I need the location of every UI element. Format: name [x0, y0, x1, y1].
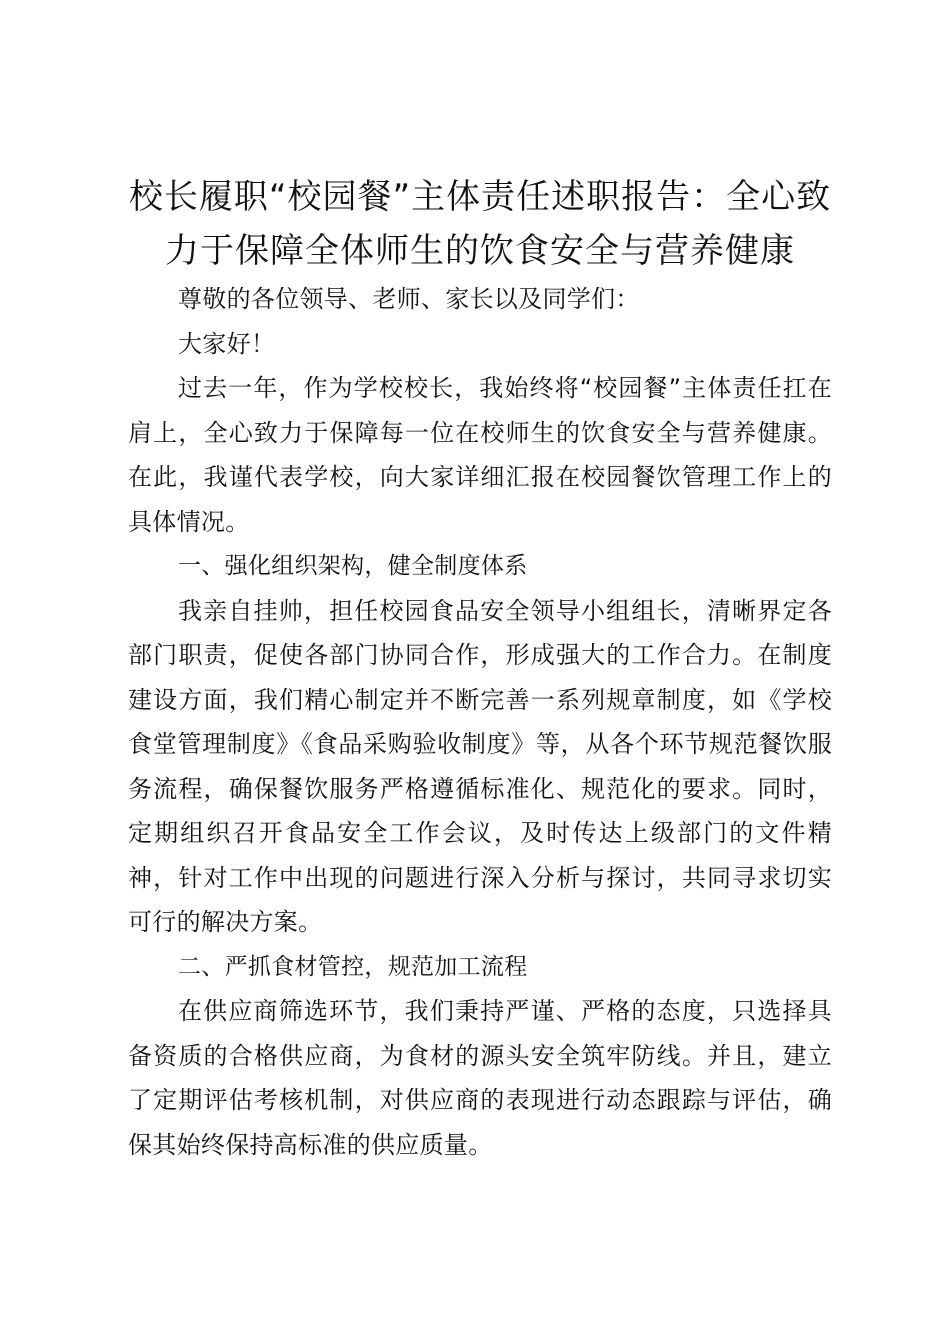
- salutation: 尊敬的各位领导、老师、家长以及同学们：: [178, 285, 640, 313]
- section-1-paragraph: 我亲自挂帅，担任校园食品安全领导小组组长，清晰界定各部门职责，促使各部门协同合作，形成强大的工作合力。在制度建设方面，我们精心制定并不断完善一系列规章制度，如《学校食堂管理制度》《食品采购验收制度》等，从各个环节规范餐饮服务流程，确保餐饮服务严格遵循标准化、规范化的要求。同时，定期组织召开食品安全工作会议，及时传达上级部门的文件精神，针对工作中出现的问题进行深入分析与探讨，共同寻求切实可行的解决方案。: [128, 596, 832, 936]
- section-2-heading: 二、严抓食材管控，规范加工流程: [178, 953, 528, 980]
- document-body: [128, 277, 832, 1167]
- document-title: 校长履职“校园餐”主体责任述职报告：全心致力于保障全体师生的饮食安全与营养健康: [128, 177, 832, 271]
- section-1-heading: 一、强化组织架构，健全制度体系: [178, 553, 528, 579]
- intro-paragraph: 过去一年，作为学校校长，我始终将“校园餐”主体责任扛在肩上，全心致力于保障每一位在校师生的饮食安全与营养健康。在此，我谨代表学校，向大家详细汇报在校园餐饮管理工作上的具体情况。: [128, 374, 832, 536]
- greeting: 大家好！: [178, 329, 276, 358]
- section-2-paragraph: 在供应商筛选环节，我们秉持严谨、严格的态度，只选择具备资质的合格供应商，为食材的源头安全筑牢防线。并且，建立了定期评估考核机制，对供应商的表现进行动态跟踪与评估，确保其始终保持高标准的供应质量。: [128, 997, 832, 1159]
